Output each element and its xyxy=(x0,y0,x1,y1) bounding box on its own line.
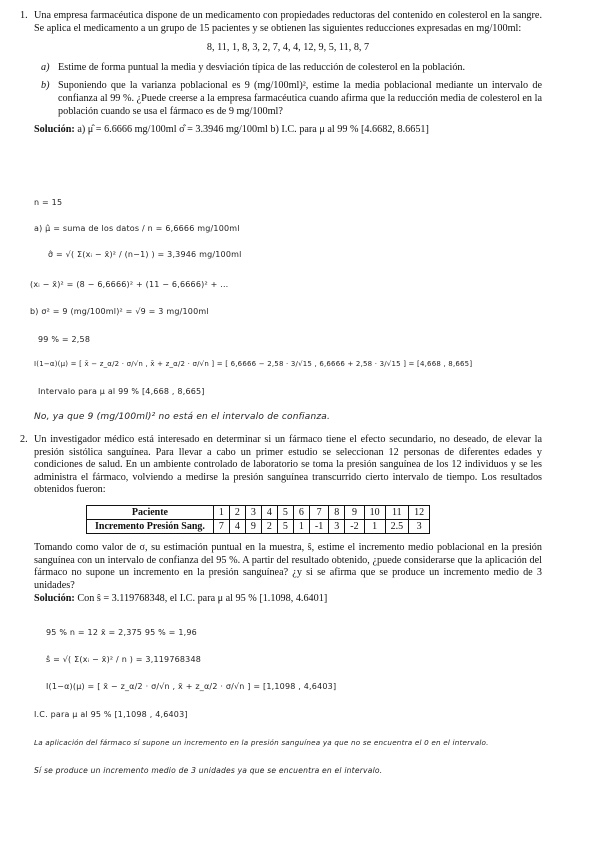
data-table xyxy=(86,505,430,534)
problem-1-solution xyxy=(34,124,542,137)
solution-label: Solución: xyxy=(34,593,75,605)
table-cell: -1 xyxy=(309,519,328,533)
part-b-text: Suponiendo que la varianza poblacional es 9 (mg/100ml)², estime la media poblacional mediante un intervalo de confianza al 99 %. ¿Puede creerse a la empresa farmacéutica cuando afirma que la reducción media de colesterol en la población cuando se usa el fármaco es de 9 mg/100ml? xyxy=(58,80,542,117)
table-cell: 7 xyxy=(213,519,229,533)
problem-1-intro: Una empresa farmacéutica dispone de un medicamento con propiedades reductoras del contenido en colesterol en la sangre. Se aplica el medicamento a un grupo de 15 pacientes y se obtienen las siguientes reducciones expresadas en mg/100ml: xyxy=(34,10,542,34)
table-cell: 3 xyxy=(245,505,261,519)
hand2-line-3: I.C. para μ al 95 % [1,1098 , 4,6403] xyxy=(34,710,188,719)
problem-2-after: Tomando como valor de σ, su estimación puntual en la muestra, ŝ, estime el incremento medio poblacional en la presión sanguínea con un intervalo de confianza del 95 %. A partir del resultado obtenido, ¿puede considerarse que la aplicación del fármaco no supone un incremento en la presión sanguínea? ¿y si se afirma que se produce un incremento medio de 3 unidades? xyxy=(34,541,542,591)
hand1-line-1: a) μ̂ = suma de los datos / n = 6,6666 mg/100ml xyxy=(34,224,240,233)
table-cell: 7 xyxy=(309,505,328,519)
hand2-line-1: ŝ = √( Σ(xᵢ − x̄)² / n ) = 3,119768348 xyxy=(46,655,202,664)
problem-1-part-b xyxy=(41,80,542,118)
problem-1-number: 1. xyxy=(20,10,28,21)
solution-text: Con ŝ = 3.119768348, el I.C. para μ al 95 % [1.1098, 4.6401] xyxy=(77,593,328,605)
table-row-incremento xyxy=(87,519,430,533)
part-a-text: Estime de forma puntual la media y desviación típica de las reducción de colesterol en la población. xyxy=(58,61,466,73)
table-cell: 4 xyxy=(261,505,277,519)
hand2-line-2: I(1−α)(μ) = [ x̄ − z_α/2 · σ/√n , x̄ + z_α/2 · σ/√n ] = [1,1098 , 4,6403] xyxy=(46,682,337,691)
table-cell: 3 xyxy=(329,519,345,533)
table-cell: 8 xyxy=(329,505,345,519)
hand2-line-5: Sí se produce un incremento medio de 3 unidades ya que se encuentra en el intervalo. xyxy=(34,766,383,775)
solution-text: a) μ̂ = 6.6666 mg/100ml σ̂ = 3.3946 mg/100ml b) I.C. para μ al 99 % [4.6682, 8.6651] xyxy=(77,124,429,136)
table-cell: 2.5 xyxy=(385,519,409,533)
problem-1-part-a xyxy=(41,61,542,75)
problem-2-intro: Un investigador médico está interesado en determinar si un fármaco tiene el efecto secundario, no deseado, de elevar la presión sistólica sanguínea. Para llevar a cabo un primer estudio se seleccionan 12 personas de diferentes edades y condiciones de salud. En un ambiente controlado de laboratorio se toma la presión sanguínea de los 12 individuos y se les administra el fármaco, volviendo a medirse la presión sanguínea transcurrido cierto intervalo de tiempo. Los resultados obtenidos fueron: xyxy=(34,434,542,496)
table-cell: 9 xyxy=(245,519,261,533)
solution-label: Solución: xyxy=(34,124,75,136)
table-row-label: Paciente xyxy=(87,505,214,519)
table-cell: 10 xyxy=(364,505,385,519)
table-cell: 2 xyxy=(229,505,245,519)
table-row-label: Incremento Presión Sang. xyxy=(87,519,214,533)
part-b-label: b) xyxy=(41,80,50,92)
table-cell: 9 xyxy=(345,505,364,519)
hand1-line-6: I(1−α)(μ) = [ x̄ − z_α/2 · σ/√n , x̄ + z_α/2 · σ/√n ] = [ 6,6666 − 2,58 · 3/√15 , 6,6666 + 2,58 · 3/√15 ] = [4,668 , 8,665] xyxy=(34,360,473,368)
table-cell: 1 xyxy=(293,519,309,533)
problem-1-values: 8, 11, 1, 8, 3, 2, 7, 4, 4, 12, 9, 5, 11, 8, 7 xyxy=(206,42,370,54)
table-cell: 5 xyxy=(277,519,293,533)
table-cell: 5 xyxy=(277,505,293,519)
part-a-label: a) xyxy=(41,61,50,73)
hand1-line-7: Intervalo para μ al 99 % [4,668 , 8,665] xyxy=(38,387,205,396)
table-cell: 1 xyxy=(213,505,229,519)
problem-1 xyxy=(20,10,542,137)
hand1-line-8: No, ya que 9 (mg/100ml)² no está en el intervalo de confianza. xyxy=(34,412,331,422)
hand1-line-2: σ̂ = √( Σ(xᵢ − x̄)² / (n−1) ) = 3,3946 mg/100ml xyxy=(48,250,242,259)
hand2-line-0: 95 % n = 12 x̄ = 2,375 95 % = 1,96 xyxy=(46,628,197,637)
table-cell: 2 xyxy=(261,519,277,533)
hand1-line-0: n = 15 xyxy=(34,198,63,207)
problem-2 xyxy=(20,434,542,606)
hand1-line-5: 99 % = 2,58 xyxy=(38,335,91,344)
table-cell: 12 xyxy=(409,505,430,519)
table-cell: 6 xyxy=(293,505,309,519)
problem-2-number: 2. xyxy=(20,434,28,445)
table-cell: -2 xyxy=(345,519,364,533)
table-cell: 1 xyxy=(364,519,385,533)
table-cell: 11 xyxy=(385,505,409,519)
table-cell: 3 xyxy=(409,519,430,533)
table-cell: 4 xyxy=(229,519,245,533)
problem-2-solution xyxy=(34,593,542,606)
hand1-line-4: b) σ² = 9 (mg/100ml)² = √9 = 3 mg/100ml xyxy=(30,307,209,316)
table-row-paciente xyxy=(87,505,430,519)
hand1-line-3: (xᵢ − x̄)² = (8 − 6,6666)² + (11 − 6,6666)² + … xyxy=(30,280,229,289)
hand2-line-4: La aplicación del fármaco sí supone un incremento en la presión sanguínea ya que no se encuentra el 0 en el intervalo. xyxy=(34,738,489,747)
